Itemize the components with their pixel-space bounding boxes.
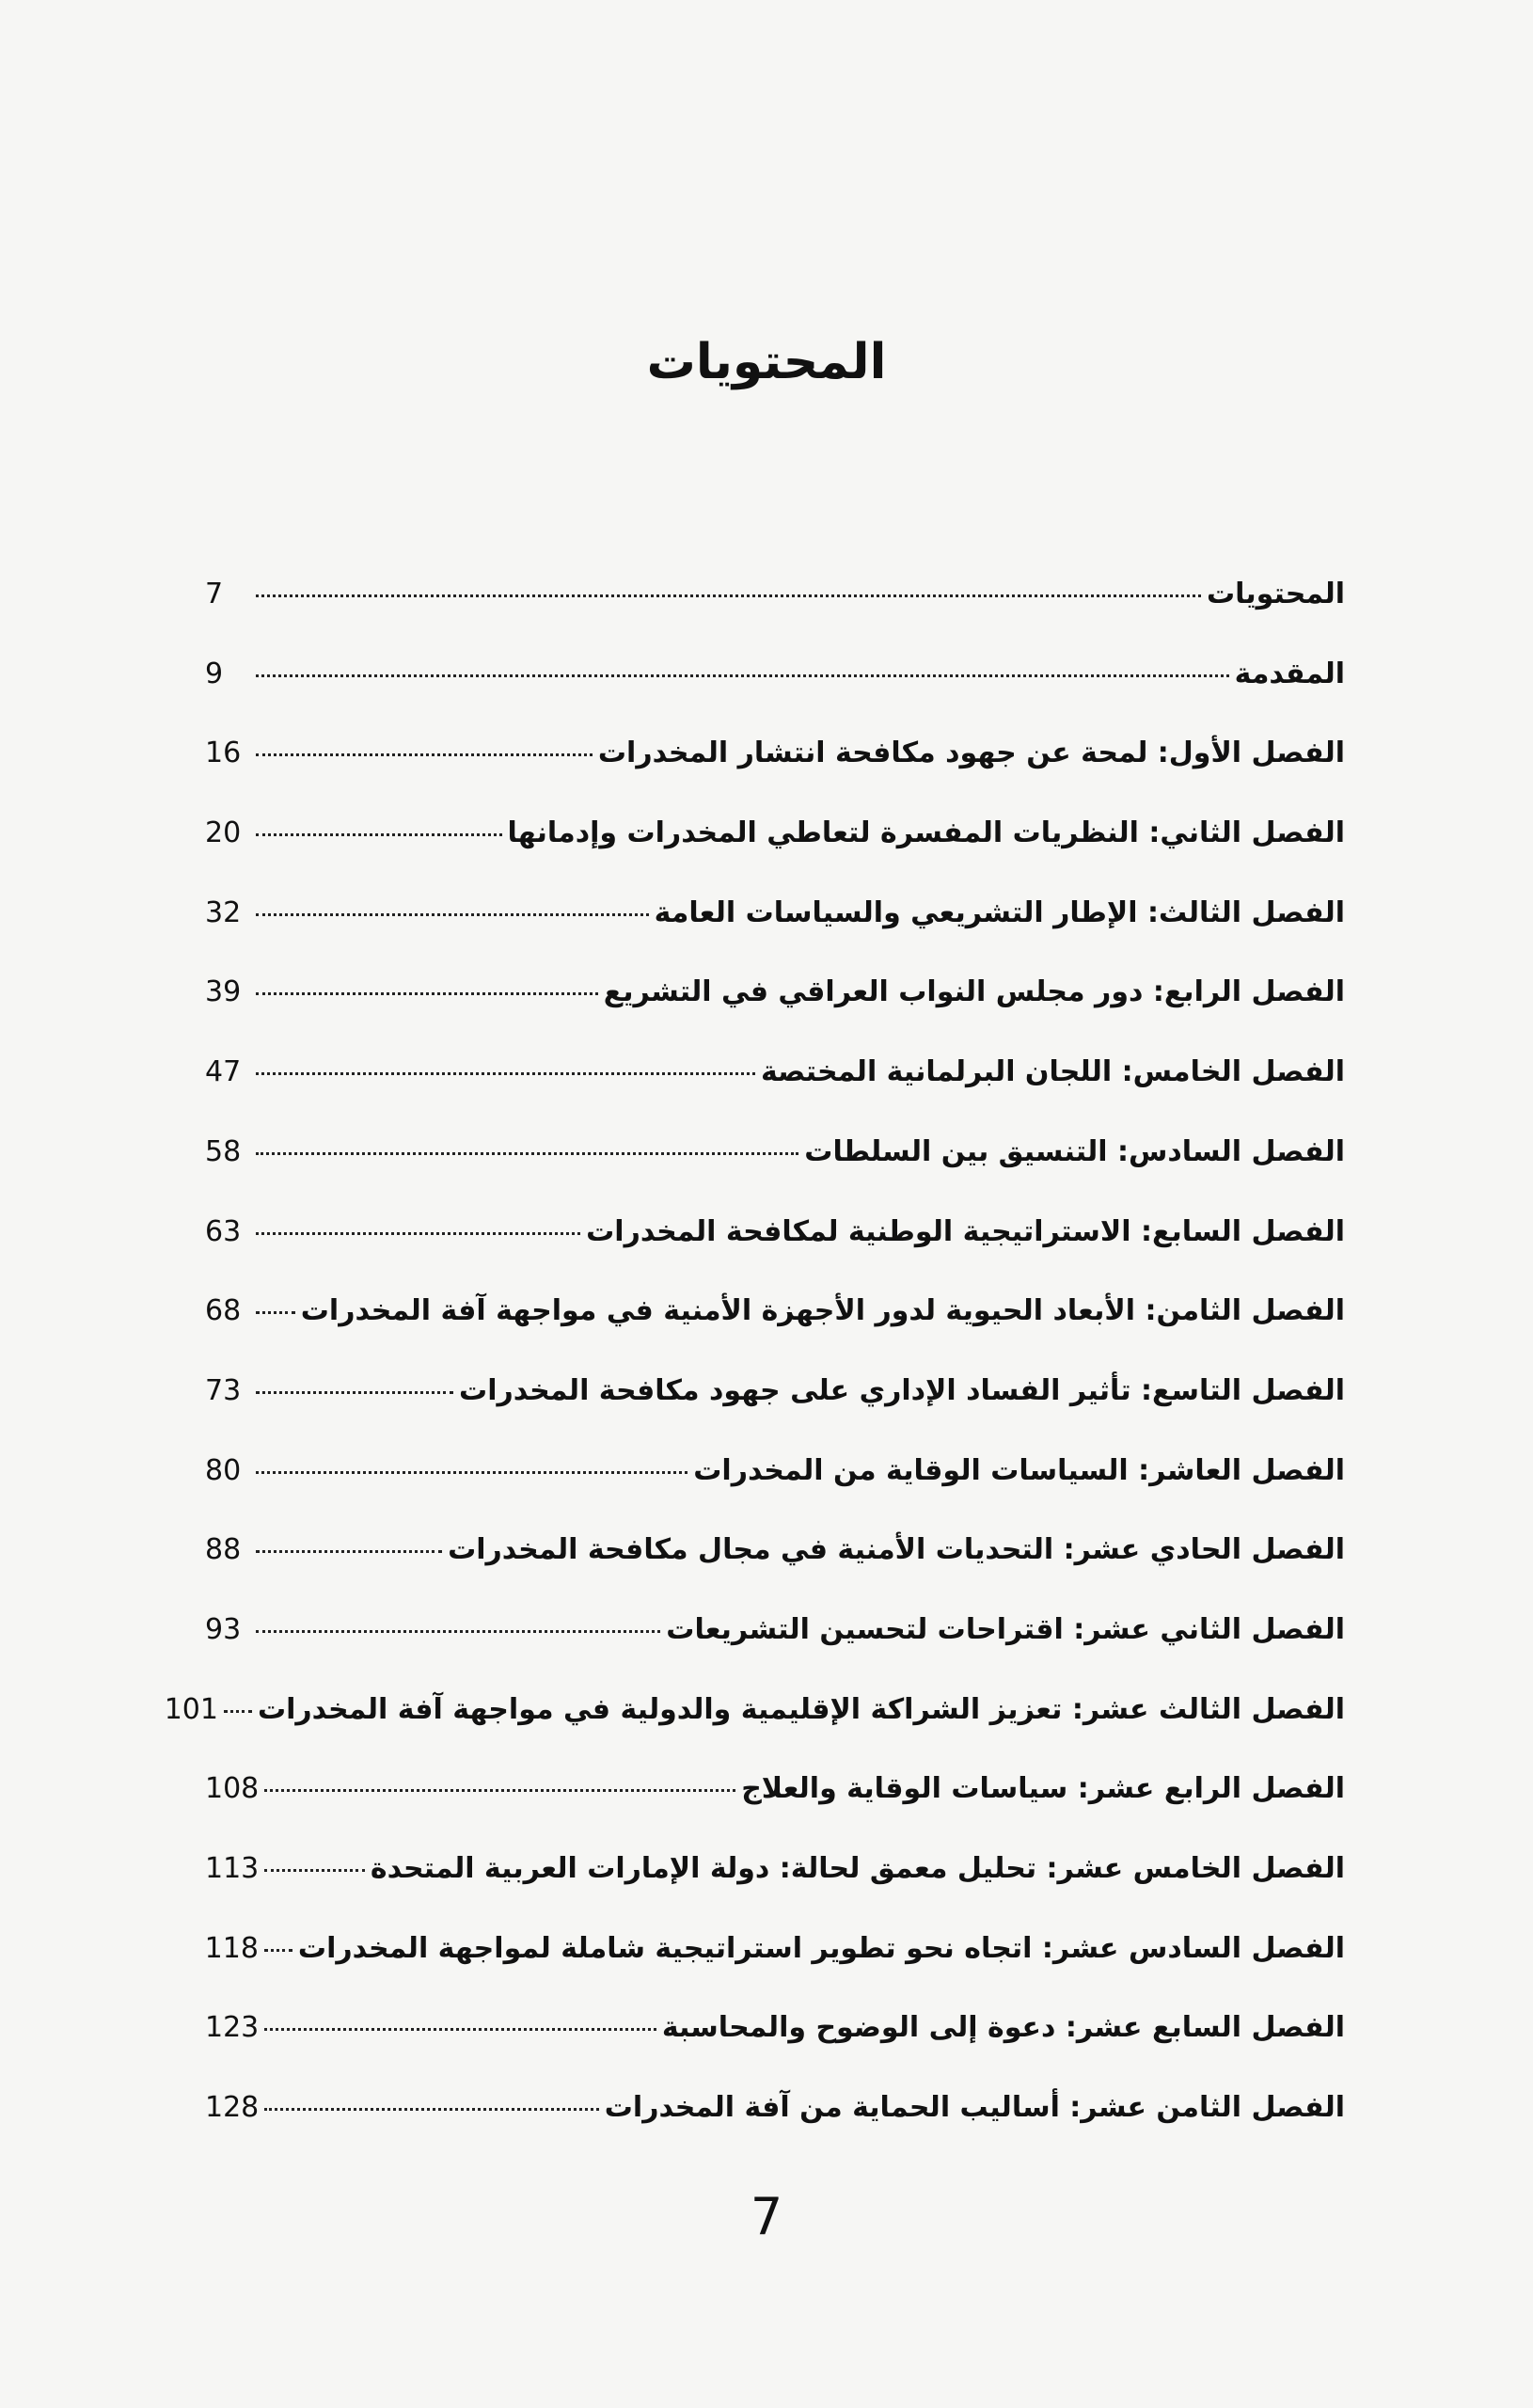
toc-leader-dots (256, 992, 598, 995)
toc-entry (164, 1691, 1345, 1771)
toc-entry-page: 68 (205, 1294, 242, 1328)
toc-entry-page: 58 (205, 1134, 242, 1168)
toc-entry-page: 108 (205, 1772, 260, 1806)
toc-entry (205, 2089, 1345, 2169)
toc-entry-page: 47 (205, 1055, 242, 1089)
toc-entry (205, 1292, 1345, 1372)
toc-leader-dots (264, 1869, 365, 1872)
toc-entry (205, 2009, 1345, 2089)
toc-entry-page: 39 (205, 975, 242, 1009)
toc-entry-page: 88 (205, 1533, 242, 1567)
toc-entry-page: 9 (205, 657, 224, 690)
toc-entry-page: 73 (205, 1373, 242, 1407)
toc-leader-dots (264, 1949, 292, 1952)
toc-entry-page: 123 (205, 2011, 260, 2045)
toc-entry-label: الفصل العاشر: السياسات الوقاية من المخدرات (693, 1453, 1345, 1487)
toc-entry-label: الفصل الثالث: الإطار التشريعي والسياسات العامة (654, 895, 1345, 929)
toc-entry-page: 63 (205, 1214, 242, 1248)
toc-entry (205, 1930, 1345, 2010)
toc-entry-label: الفصل الحادي عشر: التحديات الأمنية في مجال مكافحة المخدرات (448, 1533, 1345, 1567)
toc-entry (205, 1054, 1345, 1133)
toc-entry-page: 7 (205, 578, 224, 610)
toc-leader-dots (256, 1072, 755, 1075)
toc-entry-page: 113 (205, 1852, 260, 1885)
toc-leader-dots (256, 913, 649, 916)
toc-entry-page: 20 (205, 816, 242, 850)
toc-leader-dots (256, 753, 593, 756)
toc-entry-label: الفصل الخامس عشر: تحليل معمق لحالة: دولة الإمارات العربية المتحدة (370, 1852, 1345, 1885)
toc-leader-dots (224, 1710, 252, 1713)
toc-entry-label: الفصل الثامن: الأبعاد الحيوية لدور الأجهزة الأمنية في مواجهة آفة المخدرات (300, 1294, 1345, 1328)
toc-leader-dots (256, 1152, 798, 1155)
toc-leader-dots (256, 1550, 442, 1553)
toc-entry-label: الفصل الثامن عشر: أساليب الحماية من آفة المخدرات (604, 2091, 1345, 2125)
toc-leader-dots (256, 1311, 295, 1314)
toc-entry-label: الفصل الرابع: دور مجلس النواب العراقي في التشريع (603, 975, 1345, 1009)
toc-entry (205, 1770, 1345, 1850)
page-number: 7 (750, 2187, 783, 2246)
toc-entry-label: الفصل السادس: التنسيق بين السلطات (804, 1134, 1345, 1168)
toc-entry (205, 1133, 1345, 1213)
toc-entry-page: 32 (205, 895, 242, 929)
toc-entry (205, 1213, 1345, 1293)
toc-entry-label: الفصل السابع عشر: دعوة إلى الوضوح والمحاسبة (661, 2011, 1345, 2045)
toc-entry-label: الفصل الثاني عشر: اقتراحات لتحسين التشريعات (666, 1612, 1345, 1646)
toc-entry (205, 656, 1345, 736)
toc-entry (205, 1452, 1345, 1532)
toc-entry-page: 93 (205, 1612, 242, 1646)
toc-entry-page: 16 (205, 737, 242, 770)
toc-entry (205, 895, 1345, 974)
toc-leader-dots (264, 2028, 656, 2031)
toc-leader-dots (256, 674, 1229, 677)
table-of-contents (164, 576, 1345, 2169)
toc-leader-dots (256, 1232, 580, 1235)
toc-leader-dots (264, 2108, 599, 2111)
toc-leader-dots (256, 1391, 453, 1394)
toc-entry (205, 815, 1345, 895)
toc-entry-label: المقدمة (1234, 657, 1345, 690)
toc-entry (205, 1531, 1345, 1611)
toc-entry-label: الفصل الثاني: النظريات المفسرة لتعاطي المخدرات وإدمانها (507, 816, 1345, 850)
toc-entry-label: الفصل الرابع عشر: سياسات الوقاية والعلاج (741, 1772, 1345, 1806)
toc-entry-label: الفصل السادس عشر: اتجاه نحو تطوير استراتيجية شاملة لمواجهة المخدرات (297, 1931, 1345, 1965)
toc-entry-label: الفصل السابع: الاستراتيجية الوطنية لمكافحة المخدرات (586, 1214, 1345, 1248)
toc-entry (205, 735, 1345, 815)
toc-entry (205, 1372, 1345, 1452)
toc-entry-label: المحتويات (1206, 578, 1345, 610)
toc-entry-page: 80 (205, 1453, 242, 1487)
toc-entry-label: الفصل التاسع: تأثير الفساد الإداري على جهود مكافحة المخدرات (459, 1373, 1345, 1407)
toc-entry-label: الفصل الأول: لمحة عن جهود مكافحة انتشار المخدرات (597, 737, 1345, 770)
toc-leader-dots (256, 594, 1201, 597)
toc-entry (205, 974, 1345, 1054)
toc-entry-page: 101 (164, 1692, 218, 1726)
toc-entry-page: 128 (205, 2091, 260, 2125)
page-title: المحتويات (646, 334, 887, 390)
toc-leader-dots (256, 1630, 660, 1633)
toc-entry-page: 118 (204, 1931, 259, 1965)
toc-leader-dots (256, 833, 502, 836)
toc-entry (205, 1850, 1345, 1930)
toc-leader-dots (256, 1471, 687, 1474)
toc-entry (205, 576, 1345, 656)
toc-leader-dots (264, 1789, 735, 1792)
toc-entry (205, 1611, 1345, 1691)
toc-entry-label: الفصل الثالث عشر: تعزيز الشراكة الإقليمية والدولية في مواجهة آفة المخدرات (257, 1692, 1345, 1726)
toc-entry-label: الفصل الخامس: اللجان البرلمانية المختصة (760, 1055, 1345, 1089)
